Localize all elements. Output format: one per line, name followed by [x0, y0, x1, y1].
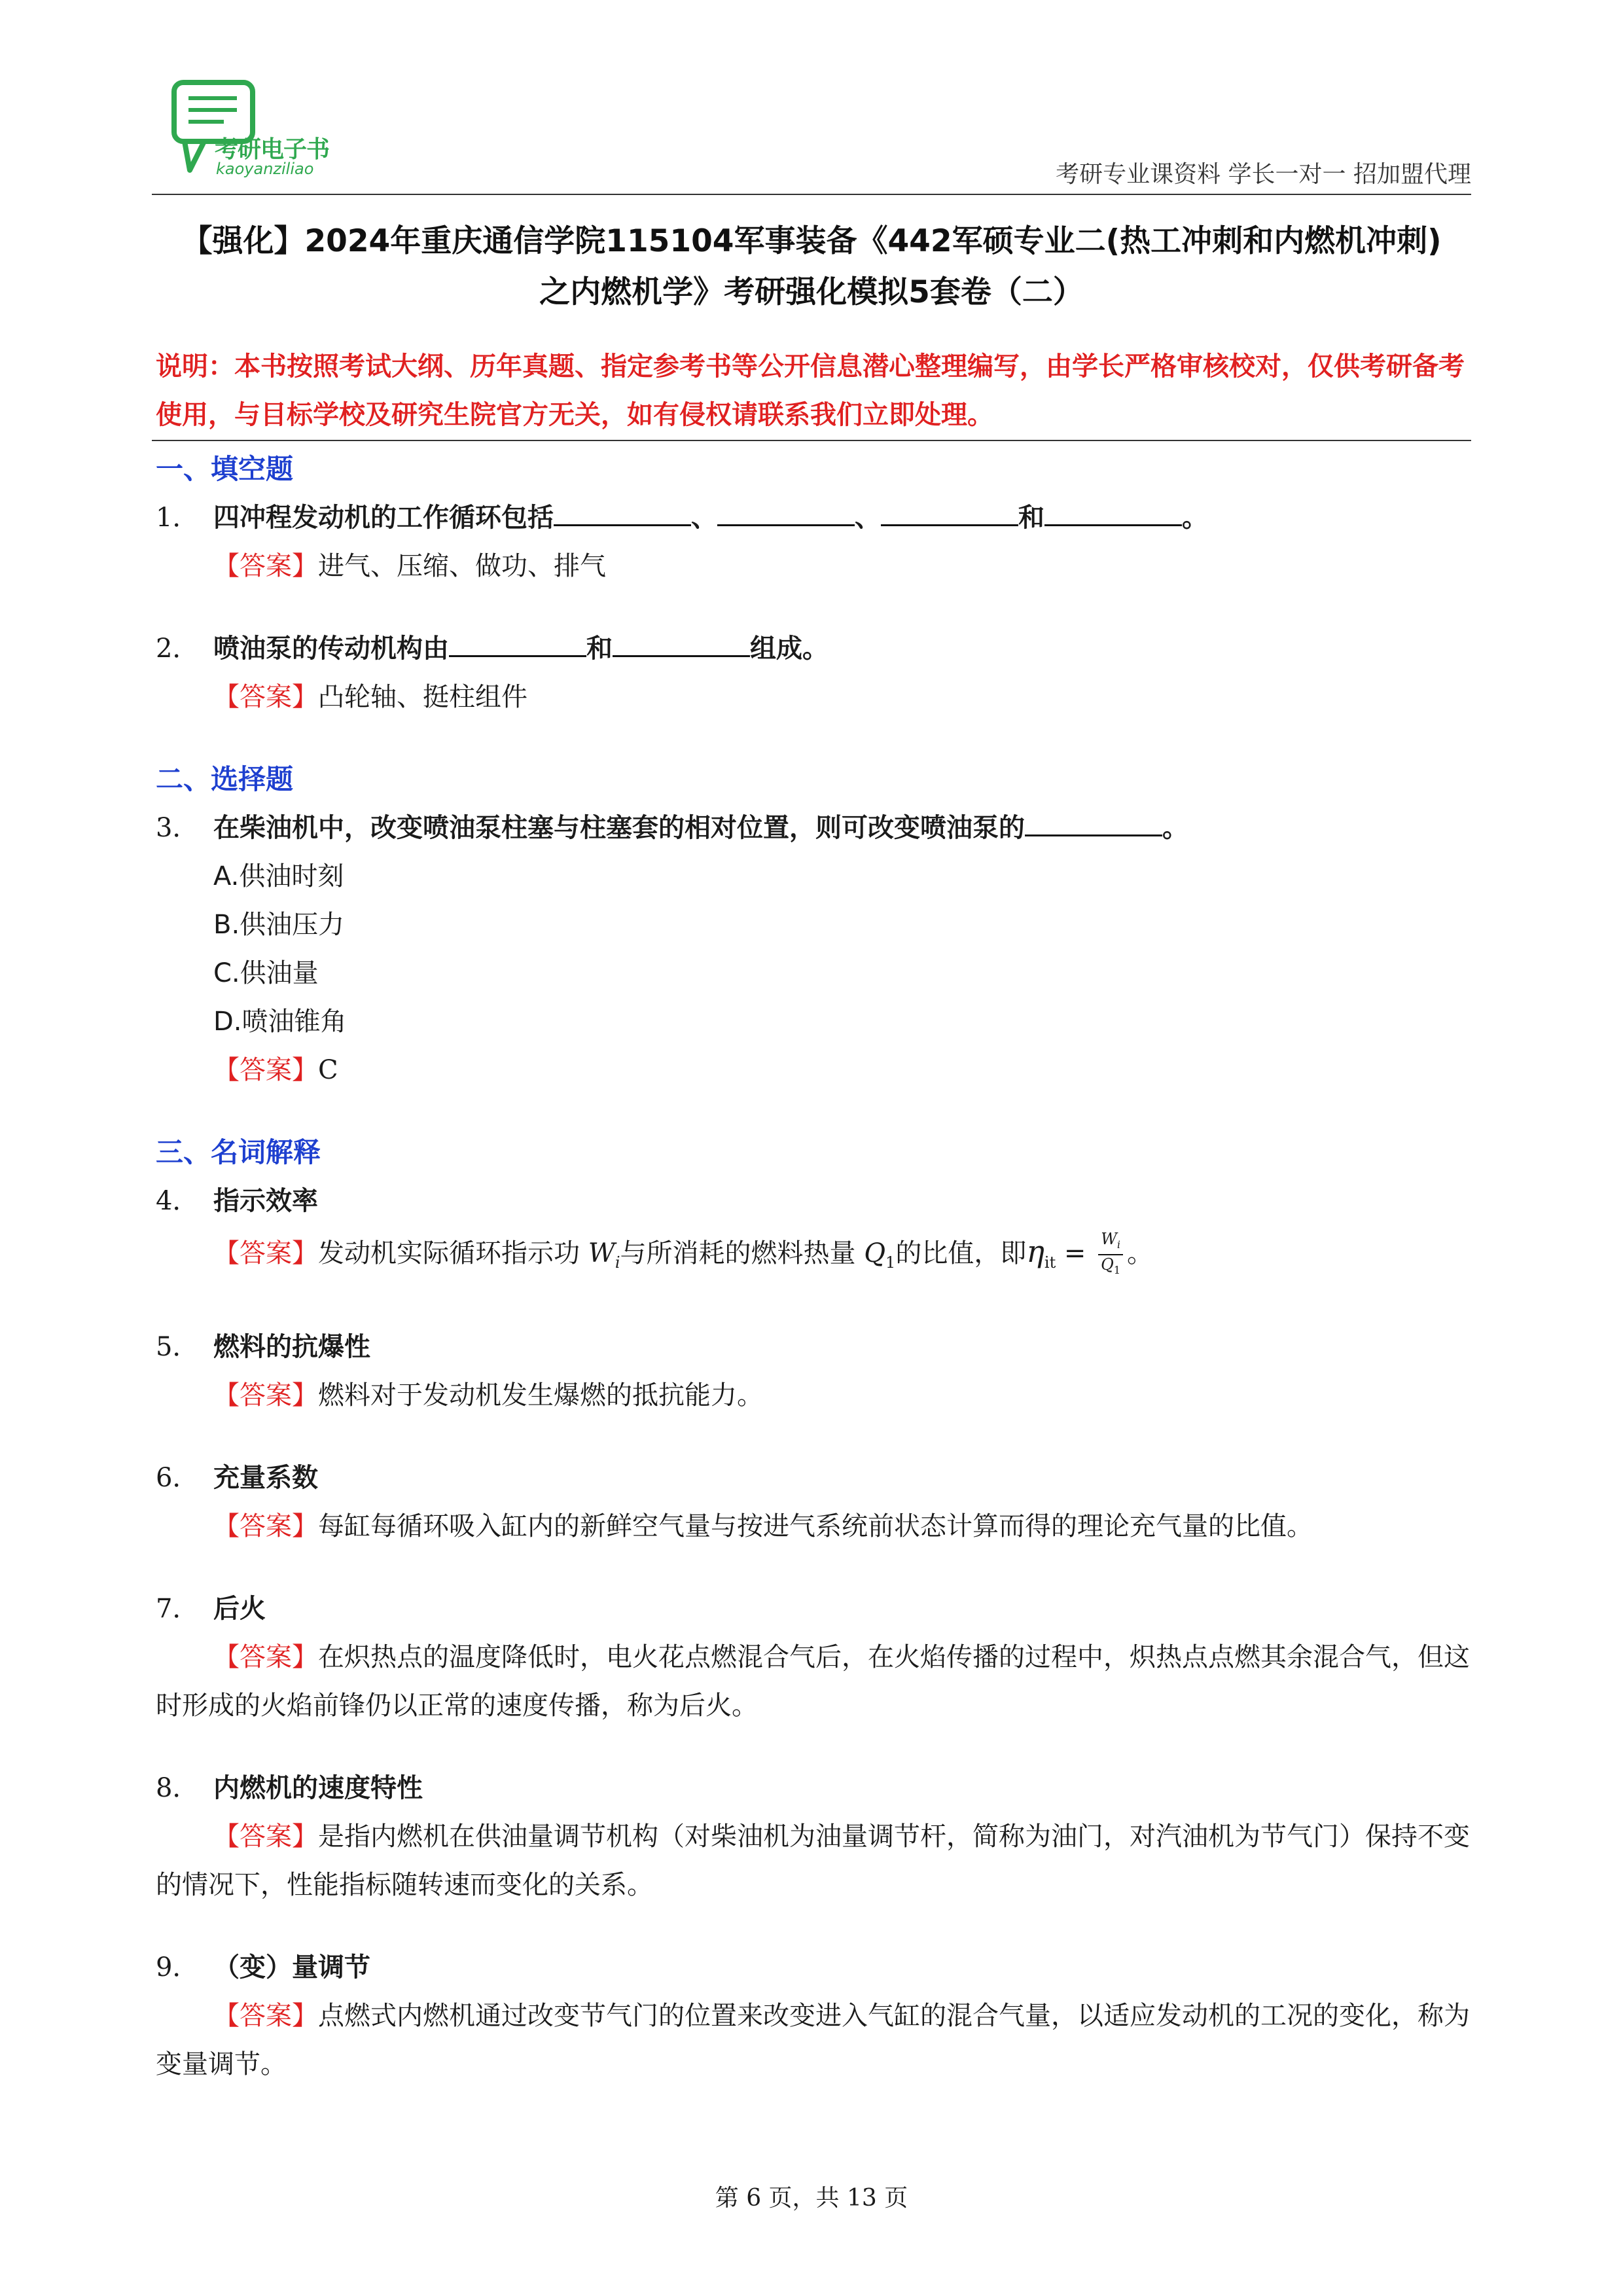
answer-label: 【答案】 [213, 1821, 318, 1852]
section-definitions: 三、名词解释 [156, 1136, 321, 1168]
question-text: 燃料的抗爆性 [213, 1332, 370, 1362]
title-line-2: 之内燃机学》考研强化模拟5套卷（二） [539, 274, 1084, 310]
answer-3 [156, 1046, 1471, 1094]
question-4 [156, 1177, 1471, 1225]
option-a: A.供油时刻 [213, 861, 344, 891]
punctuation: 。 [1182, 503, 1208, 533]
notice-divider [152, 440, 1471, 441]
answer-label: 【答案】 [213, 1642, 318, 1672]
header-divider [152, 194, 1471, 195]
answer-blank [1025, 808, 1162, 836]
equals: = [1056, 1238, 1095, 1268]
question-number: 6． [156, 1463, 199, 1493]
symbol-w [588, 1238, 620, 1272]
question-8 [156, 1764, 1471, 1812]
answer-text: 是指内燃机在供油量调节机构（对柴油机为油量调节杆，简称为油门，对汽油机为节气门）保持不变的情况下，性能指标随转速而变化的关系。 [156, 1821, 1470, 1900]
answer-text: 点燃式内燃机通过改变节气门的位置来改变进入气缸的混合气量，以适应发动机的工况的变化，称为变量调节。 [156, 2001, 1470, 2079]
question-content [156, 445, 1471, 2089]
section-multiple-choice: 二、选择题 [156, 763, 294, 795]
conjunction: 和 [1018, 503, 1044, 533]
answer-label: 【答案】 [213, 551, 318, 581]
answer-text: 燃料对于发动机发生爆燃的抵抗能力。 [318, 1380, 763, 1410]
question-text: 在柴油机中，改变喷油泵柱塞与柱塞套的相对位置，则可改变喷油泵的 [213, 813, 1025, 843]
question-number: 9． [156, 1952, 199, 1982]
frac-num-sub: i [1116, 1238, 1120, 1251]
question-text: 指示效率 [213, 1186, 318, 1216]
separator: 、 [691, 503, 717, 533]
answer-label: 【答案】 [213, 1238, 318, 1268]
question-text: 后火 [213, 1594, 266, 1624]
question-number: 3． [156, 813, 199, 843]
answer-5 [156, 1371, 1471, 1420]
symbol-q [864, 1238, 896, 1272]
answer-7 [156, 1633, 1471, 1730]
answer-text: 发动机实际循环指示功 [318, 1238, 580, 1268]
logo-subtext: kaoyanziliao [216, 160, 314, 178]
symbol-eta: η [1026, 1234, 1044, 1269]
sub-i: i [615, 1253, 620, 1272]
answer-label: 【答案】 [213, 1511, 318, 1541]
question-6 [156, 1454, 1471, 1502]
answer-2 [156, 673, 1471, 721]
option-c: C.供油量 [213, 958, 319, 988]
answer-label: 【答案】 [213, 682, 318, 712]
fraction-w-over-q [1098, 1230, 1123, 1280]
var-q: Q [864, 1238, 886, 1268]
question-2 [156, 624, 1471, 673]
answer-blank [613, 629, 750, 657]
section-fill-in: 一、填空题 [156, 453, 294, 485]
punctuation: 。 [1162, 813, 1188, 843]
frac-num: W [1101, 1230, 1117, 1249]
option-d: D.喷油锥角 [213, 1007, 347, 1037]
option-b: B.供油压力 [213, 910, 345, 940]
answer-blank [881, 498, 1018, 526]
question-1 [156, 493, 1471, 542]
answer-8 [156, 1812, 1471, 1909]
sub-1: 1 [885, 1253, 896, 1272]
question-number: 2． [156, 634, 199, 664]
answer-text: 的比值，即 [895, 1238, 1027, 1268]
answer-blank [554, 498, 691, 526]
question-7 [156, 1585, 1471, 1633]
answer-label: 【答案】 [213, 2001, 318, 2031]
title-line-1: 【强化】2024年重庆通信学院115104军事装备《442军硕专业二(热工冲刺和内燃机冲刺) [181, 223, 1442, 259]
question-text: 四冲程发动机的工作循环包括 [213, 503, 554, 533]
disclaimer-notice: 说明：本书按照考试大纲、历年真题、指定参考书等公开信息潜心整理编写，由学长严格审核校对，仅供考研备考使用，与目标学校及研究生院官方无关，如有侵权请联系我们立即处理。 [156, 351, 1465, 430]
question-9 [156, 1943, 1471, 1992]
answer-text: 凸轮轴、挺柱组件 [318, 682, 527, 712]
answer-text: 进气、压缩、做功、排气 [318, 551, 606, 581]
answer-text: 每缸每循环吸入缸内的新鲜空气量与按进气系统前状态计算而得的理论充气量的比值。 [318, 1511, 1313, 1541]
question-text: 充量系数 [213, 1463, 318, 1493]
answer-label: 【答案】 [213, 1380, 318, 1410]
separator: 、 [855, 503, 881, 533]
answer-text: 在炽热点的温度降低时，电火花点燃混合气后，在火焰传播的过程中，炽热点点燃其余混合气，但这时形成的火焰前锋仍以正常的速度传播，称为后火。 [156, 1642, 1470, 1721]
var-w: W [588, 1238, 615, 1268]
answer-blank [1044, 498, 1182, 526]
page-footer: 第 6 页，共 13 页 [715, 2185, 908, 2212]
question-5 [156, 1323, 1471, 1371]
frac-den-sub: 1 [1113, 1263, 1121, 1276]
answer-label: 【答案】 [213, 1055, 318, 1085]
question-number: 4． [156, 1186, 199, 1216]
answer-6 [156, 1502, 1471, 1551]
question-3 [156, 804, 1471, 852]
question-text: （变）量调节 [213, 1952, 370, 1982]
header-tagline: 考研专业课资料 学长一对一 招加盟代理 [1056, 161, 1471, 188]
question-text: 喷油泵的传动机构由 [213, 634, 449, 664]
answer-text: C [318, 1055, 338, 1085]
punctuation: 。 [1127, 1238, 1154, 1268]
question-number: 5． [156, 1332, 199, 1362]
logo-text: 考研电子书 [215, 136, 330, 163]
question-number: 1． [156, 503, 199, 533]
document-title [152, 216, 1471, 318]
answer-1 [156, 542, 1471, 590]
question-number: 7． [156, 1594, 199, 1624]
answer-text: 与所消耗的燃料热量 [620, 1238, 856, 1268]
answer-4 [156, 1225, 1471, 1289]
answer-blank [717, 498, 855, 526]
answer-blank [449, 629, 586, 657]
question-text: 内燃机的速度特性 [213, 1773, 423, 1803]
question-number: 8． [156, 1773, 199, 1803]
sub-it: it [1044, 1253, 1056, 1272]
answer-9 [156, 1992, 1471, 2089]
punctuation: 组成。 [750, 634, 829, 664]
frac-den: Q [1101, 1255, 1114, 1274]
conjunction: 和 [586, 634, 613, 664]
